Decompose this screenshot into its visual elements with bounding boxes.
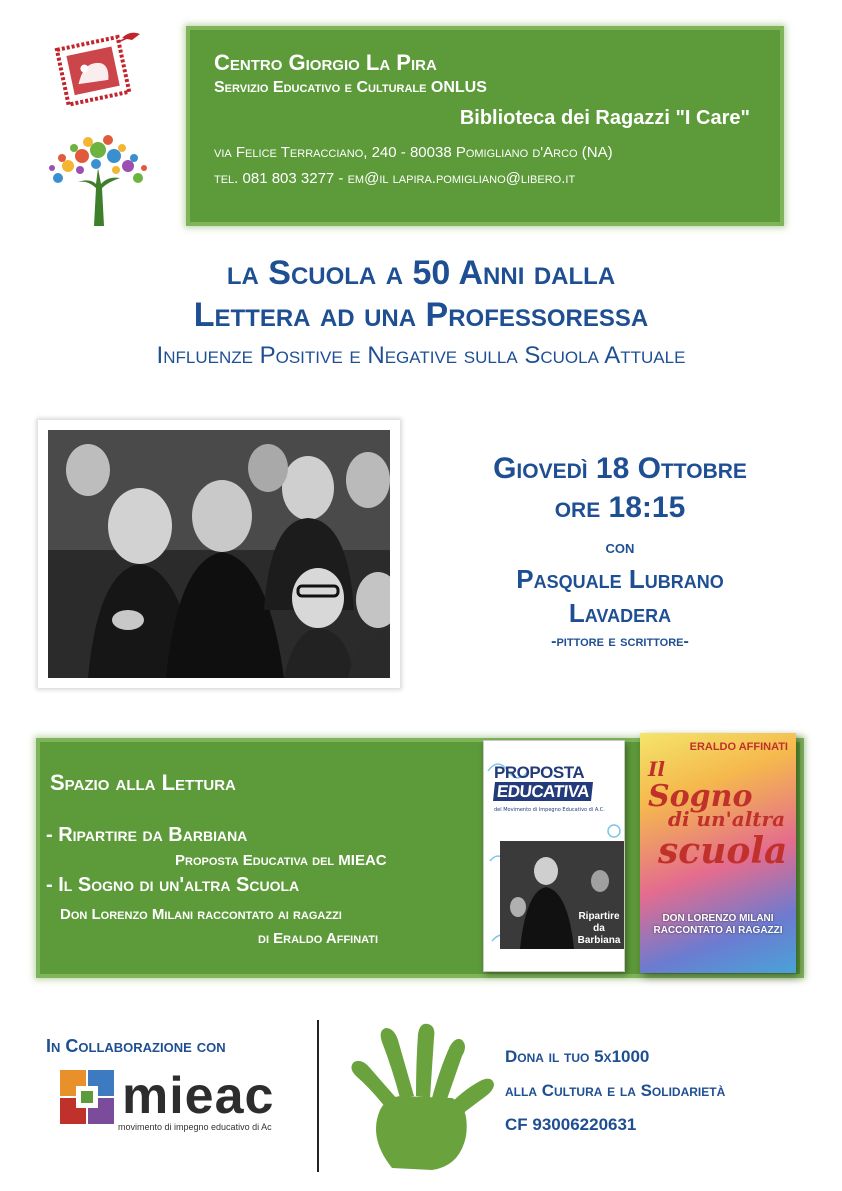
title-line-2: Lettera ad una Professoressa bbox=[193, 296, 649, 334]
book1-caption: Ripartire da Barbiana bbox=[577, 911, 621, 946]
book2-title-il: Il bbox=[648, 757, 665, 781]
collaboration-label: In Collaborazione con bbox=[46, 1036, 226, 1056]
book2-subtitle: DON LORENZO MILANI RACCONTATO AI RAGAZZI bbox=[653, 913, 783, 936]
address: via Felice Terracciano, 240 - 80038 Pomigliano d'Arco (NA) bbox=[214, 143, 613, 161]
donate-block bbox=[505, 1040, 725, 1142]
speaker-name-1: Pasquale Lubrano bbox=[516, 564, 724, 594]
header-banner bbox=[190, 30, 780, 222]
tree-logo bbox=[38, 128, 158, 228]
speaker-name-2: Lavadera bbox=[568, 598, 672, 628]
book1-title-line-1: PROPOSTA bbox=[494, 763, 585, 782]
event-time: ore 18:15 bbox=[554, 491, 686, 524]
book2-title-mid: di un'altra bbox=[668, 807, 786, 831]
reading-item-2-author: di Eraldo Affinati bbox=[258, 930, 379, 947]
book1-title bbox=[494, 763, 614, 801]
book-cover-proposta-educativa bbox=[483, 740, 625, 972]
title-block bbox=[0, 252, 842, 372]
footer-divider bbox=[317, 1020, 319, 1172]
mieac-tagline: movimento di impegno educativo di Ac bbox=[118, 1122, 272, 1132]
reading-item-1-sub: Proposta Educativa del MIEAC bbox=[175, 852, 387, 869]
book2-title bbox=[648, 755, 794, 872]
reading-item-2: - Il Sogno di un'altra Scuola bbox=[46, 874, 300, 896]
book2-title-sogno: Sogno bbox=[648, 779, 753, 814]
donate-line-3: CF 93006220631 bbox=[505, 1115, 637, 1134]
historic-photo bbox=[38, 420, 400, 688]
reading-heading: Spazio alla Lettura bbox=[50, 770, 236, 795]
la-pira-stamp-logo bbox=[52, 28, 142, 108]
event-details bbox=[420, 450, 820, 654]
event-with: con bbox=[605, 537, 635, 557]
book1-subtitle: del Movimento di Impegno Educativo di A.C. bbox=[494, 807, 605, 813]
book1-title-line-2: EDUCATIVA bbox=[493, 782, 593, 801]
title-line-1: la Scuola a 50 Anni dalla bbox=[226, 254, 616, 292]
donate-line-1: Dona il tuo 5x1000 bbox=[505, 1047, 650, 1066]
mieac-wordmark: mieac bbox=[122, 1067, 275, 1125]
speaker-role: -pittore e scrittore- bbox=[551, 633, 689, 650]
reading-item-2-sub: Don Lorenzo Milani raccontato ai ragazzi bbox=[60, 906, 342, 923]
event-date: Giovedì 18 Ottobre bbox=[493, 452, 747, 485]
org-subtitle: Servizio Educativo e Culturale ONLUS bbox=[214, 79, 487, 97]
library-name: Biblioteca dei Ragazzi "I Care" bbox=[459, 106, 750, 129]
green-handprint-icon bbox=[340, 1018, 500, 1174]
book2-title-scuola: scuola bbox=[658, 830, 788, 872]
mieac-logo bbox=[56, 1066, 118, 1128]
book-cover-il-sogno bbox=[640, 733, 796, 973]
contacts: tel. 081 803 3277 - em@il lapira.pomigliano@libero.it bbox=[214, 169, 576, 187]
subtitle: Influenze Positive e Negative sulla Scuola Attuale bbox=[156, 342, 686, 369]
book2-author: ERALDO AFFINATI bbox=[689, 741, 788, 753]
org-name: Centro Giorgio La Pira bbox=[214, 50, 437, 75]
reading-item-1: - Ripartire da Barbiana bbox=[46, 824, 248, 846]
donate-line-2: alla Cultura e la Solidarietà bbox=[505, 1081, 726, 1100]
